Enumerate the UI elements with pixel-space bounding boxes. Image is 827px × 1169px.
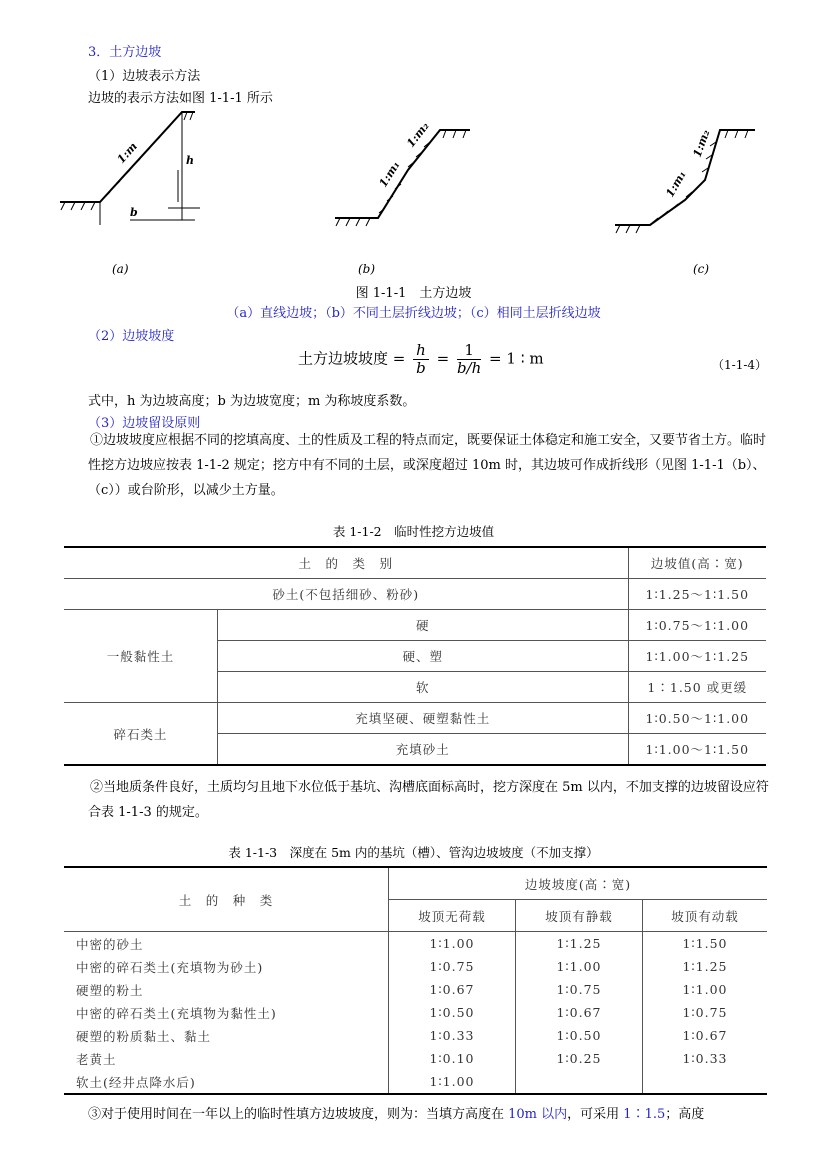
table2-header-col: 坡顶有静载 xyxy=(516,900,643,932)
table2-cell: 1∶0.25 xyxy=(516,1047,643,1070)
table1-cell: 碎石类土 xyxy=(64,703,218,766)
slope-label-b-upper: 1:m₂ xyxy=(404,119,432,150)
section-heading: 3．土方边坡 xyxy=(88,45,162,60)
table2-row-name: 硬塑的粉土 xyxy=(64,978,389,1001)
table1-cell: 1∶0.75～1∶1.00 xyxy=(628,610,766,641)
table2-row-name: 中密的碎石类土(充填物为黏性土) xyxy=(64,1001,389,1024)
table2-row-name: 软土(经井点降水后) xyxy=(64,1070,389,1094)
table-trench-slope xyxy=(64,866,767,1095)
frac2-num: 1 xyxy=(457,342,481,360)
table2-cell xyxy=(516,1070,643,1094)
paragraph-3-b: 10m 以内 xyxy=(508,1107,568,1122)
table2-header-col: 坡顶无荷载 xyxy=(389,900,516,932)
slope-formula: 土方边坡坡度 = $\frac{h}{b}$ = $\frac{1}{b/h}$ = 1 ∶ m xyxy=(298,341,544,377)
table2-cell: 1∶1.00 xyxy=(516,955,643,978)
table2-cell: 1∶0.75 xyxy=(516,978,643,1001)
frac2-den: b/h xyxy=(456,359,482,377)
figure-caption: 图 1-1-1 土方边坡 xyxy=(355,286,472,301)
slope-label-a: 1:m xyxy=(114,139,140,167)
table1-header-value: 边坡值(高∶宽) xyxy=(628,547,766,579)
table2-header-type: 土 的 种 类 xyxy=(64,867,389,932)
table2-cell: 1∶1.00 xyxy=(682,982,728,997)
table1-cell: 充填坚硬、硬塑黏性土 xyxy=(218,703,629,734)
paragraph-3-e: ；高度 xyxy=(665,1107,705,1122)
table2-title: 表 1-1-3 深度在 5m 内的基坑（槽）、管沟边坡坡度（不加支撑） xyxy=(228,845,599,860)
table1-cell: 1∶0.50～1∶1.00 xyxy=(628,703,766,734)
paragraph-3 xyxy=(88,1103,704,1122)
figure-label-c: (c) xyxy=(693,262,710,276)
figure-subcaption: （a）直线边坡；（b）不同土层折线边坡；（c）相同土层折线边坡 xyxy=(226,306,601,321)
table1-cell: 1∶1.00～1∶1.25 xyxy=(628,641,766,672)
table2-cell: 1∶1.25 xyxy=(516,932,643,956)
table1-cell: 1∶1.25～1∶1.50 xyxy=(628,579,766,610)
table2-cell: 1∶0.67 xyxy=(516,1001,643,1024)
slope-label-c-upper: 1:m₂ xyxy=(690,128,713,160)
table2-row-name: 中密的砂土 xyxy=(64,932,389,956)
table2-cell: 1∶1.25 xyxy=(682,959,728,974)
formula-note: 式中，h 为边坡高度；b 为边坡宽度；m 为称坡度系数。 xyxy=(88,394,416,409)
table2-cell: 1∶0.50 xyxy=(389,1001,516,1024)
table1-cell: 1∶1.50 或更缓 xyxy=(628,672,766,703)
table2-cell: 1∶0.10 xyxy=(389,1047,516,1070)
table1-cell: 硬 xyxy=(218,610,629,641)
table2-cell: 1∶1.00 xyxy=(389,932,516,956)
table1-cell: 硬、塑 xyxy=(218,641,629,672)
table2-header-col: 坡顶有动载 xyxy=(643,900,768,932)
table2-row-name: 硬塑的粉质黏土、黏土 xyxy=(64,1024,389,1047)
table2-cell: 1∶0.67 xyxy=(682,1028,728,1043)
table2-cell xyxy=(643,1070,768,1094)
subheading-slope-grade xyxy=(88,325,174,344)
slope-label-c-lower: 1:m₁ xyxy=(663,168,689,200)
table2-cell: 1∶0.75 xyxy=(389,955,516,978)
table2-header-group: 边坡坡度(高∶宽) xyxy=(389,867,768,900)
table2-cell: 1∶1.50 xyxy=(682,936,728,951)
paragraph-2 xyxy=(88,775,770,825)
paragraph-2-text: ②当地质条件良好，土质均匀且地下水位低于基坑、沟槽底面标高时，挖方深度在 5m 以内，不加支撑的边坡留设应符合表 1-1-3 的规定。 xyxy=(88,780,769,820)
table1-cell: 砂土(不包括细砂、粉砂) xyxy=(64,579,628,610)
table1-header-type: 土 的 类 别 xyxy=(64,547,628,579)
paragraph-1-text: ①边坡坡度应根据不同的挖填高度、土的性质及工程的特点而定，既要保证土体稳定和施工安全，又要节省土方。临时性挖方边坡应按表 1-1-2 规定；挖方中有不同的土层，或深度超过 10m 时，其边坡可作成折线形（见图 1-1-1（b）、（c））或台阶形，以减少土方量。 xyxy=(88,433,767,498)
table2-cell: 1∶0.75 xyxy=(682,1005,728,1020)
fraction-h-b xyxy=(413,342,429,377)
subheading-slope-principles: （3）边坡留设原则 xyxy=(88,416,201,431)
table-temporary-slope xyxy=(64,546,766,766)
table2-cell: 1∶0.33 xyxy=(389,1024,516,1047)
formula-number: （1-1-4） xyxy=(712,358,768,372)
table1-cell: 充填砂土 xyxy=(218,734,629,766)
frac1-num: h xyxy=(413,342,429,360)
formula-rhs: = 1 ∶ m xyxy=(489,349,544,368)
table2-row-name: 中密的碎石类土(充填物为砂土) xyxy=(64,955,389,978)
fraction-1-bh xyxy=(457,342,481,377)
paragraph-3-c: ，可采用 xyxy=(567,1107,624,1122)
table1-title: 表 1-1-2 临时性挖方边坡值 xyxy=(332,524,495,539)
slope-label-b-lower: 1:m₁ xyxy=(376,158,403,190)
slope-figure xyxy=(60,100,780,285)
table2-row-name: 老黄土 xyxy=(64,1047,389,1070)
height-label-h: h xyxy=(186,154,194,167)
paragraph-3-a: ③对于使用时间在一年以上的临时性填方边坡坡度，则为：当填方高度在 xyxy=(88,1107,509,1122)
table2-cell: 1∶1.00 xyxy=(389,1070,516,1094)
table1-cell: 软 xyxy=(218,672,629,703)
frac1-den: b xyxy=(416,359,426,377)
table2-cell: 1∶0.33 xyxy=(682,1051,728,1066)
table1-cell: 一般黏性土 xyxy=(64,610,218,703)
paragraph-3-d: 1∶1.5 xyxy=(623,1107,666,1122)
width-label-b: b xyxy=(130,206,138,219)
table1-cell: 1∶1.00～1∶1.50 xyxy=(628,734,766,766)
table2-cell: 1∶0.67 xyxy=(389,978,516,1001)
figure-label-a: (a) xyxy=(112,262,129,276)
formula-lhs: 土方边坡坡度 = xyxy=(298,349,406,368)
subheading-slope-representation: （1）边坡表示方法 xyxy=(88,69,201,84)
table2-cell: 1∶0.50 xyxy=(516,1024,643,1047)
figure-label-b: (b) xyxy=(358,262,376,276)
subheading-slope-grade-text: （2）边坡坡度 xyxy=(88,329,175,344)
paragraph-1 xyxy=(88,428,770,503)
slope-representation-text: 边坡的表示方法如图 1-1-1 所示 xyxy=(88,91,273,106)
